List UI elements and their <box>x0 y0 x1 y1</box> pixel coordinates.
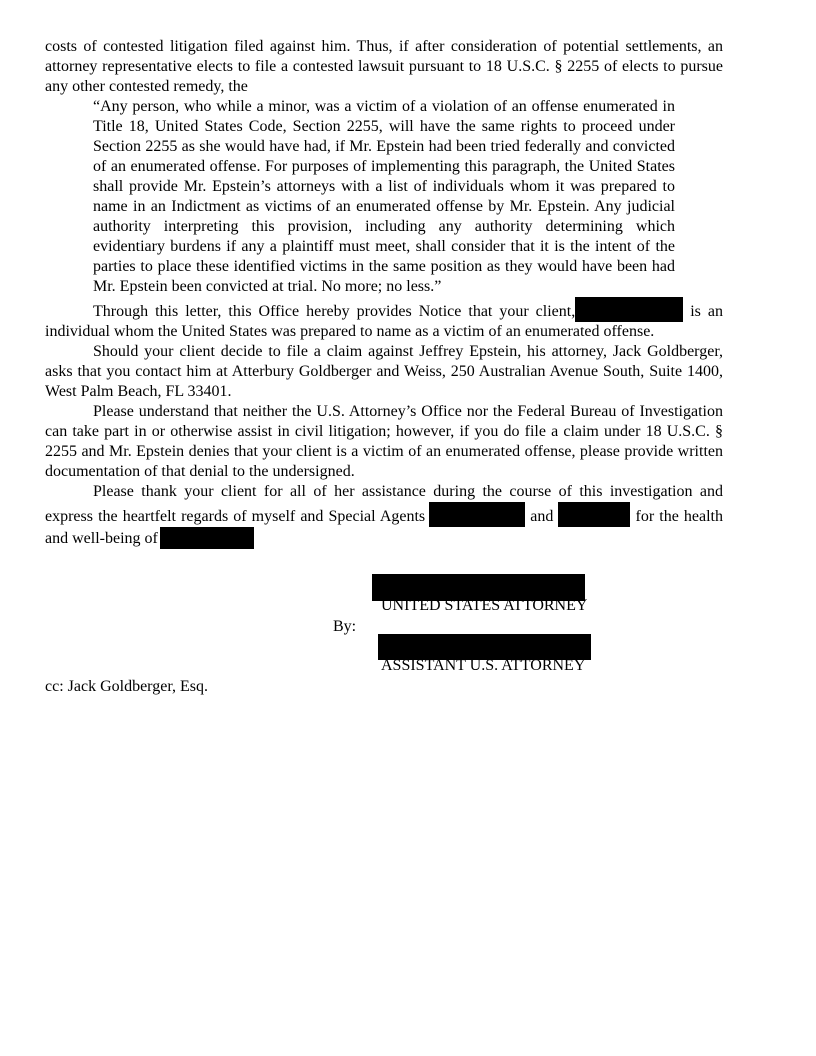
notice-paragraph <box>45 297 723 342</box>
assistant-attorney-title: ASSISTANT U.S. ATTORNEY <box>381 657 586 674</box>
us-attorney-title: UNITED STATES ATTORNEY <box>381 597 588 614</box>
cc-line: cc: Jack Goldberger, Esq. <box>45 678 209 695</box>
letter-body <box>45 37 723 549</box>
thanks-text-and: and <box>525 508 559 525</box>
redacted-agent-name-2 <box>558 502 630 527</box>
quoted-provision: “Any person, who while a minor, was a victim of a violation of an offense enumerated in Title 18, United States Code, Section 2255, will have the same rights to proceed under Section 2255 as she would have had, if Mr. Epstein had been tried federally and convicted of an enumerated offense. For purposes of implementing this paragraph, the United States shall provide Mr. Epstein’s attorneys with a list of individuals whom it was prepared to name in an Indictment as victims of an enumerated offense by Mr. Epstein. Any judicial authority interpreting this provision, including any authority determining which evidentiary burdens if any a plaintiff must meet, shall consider that it is the intent of the parties to place these identified victims in the same position as they would have been had Mr. Epstein been convicted at trial. No more; no less.” <box>93 98 675 295</box>
by-label: By: <box>333 618 357 635</box>
redacted-victim-name <box>160 527 254 549</box>
redacted-client-name <box>575 297 683 322</box>
thanks-text-part1: Please thank your client for all of her assistance during the course of this investigation and express the heartfelt regards of myself and Special Agents <box>45 483 723 525</box>
redacted-agent-name-1 <box>429 502 525 527</box>
thanks-text-part2: for the health and well-being of <box>45 508 724 547</box>
notice-text-before: Through this letter, this Office hereby provides Notice that your client, <box>93 303 576 320</box>
intro-paragraph: costs of contested litigation filed against him. Thus, if after consideration of potential settlements, an attorney representative elects to file a contested lawsuit pursuant to 18 U.S.C. § 2255 of elects to pursue any other contested remedy, the <box>45 38 723 95</box>
civil-litigation-paragraph: Please understand that neither the U.S. Attorney’s Office nor the Federal Bureau of Investigation can take part in or otherwise assist in civil litigation; however, if you do file a claim under 18 U.S.C. § 2255 and Mr. Epstein denies that your client is a victim of an enumerated offense, please provide written documentation of that denial to the undersigned. <box>45 403 723 480</box>
notice-text-after: is an individual whom the United States was prepared to name as a victim of an enumerated offense. <box>45 303 723 340</box>
claim-paragraph: Should your client decide to file a claim against Jeffrey Epstein, his attorney, Jack Goldberger, asks that you contact him at Atterbury Goldberger and Weiss, 250 Australian Avenue South, Suite 1400, West Palm Beach, FL 33401. <box>45 343 723 400</box>
thanks-paragraph <box>45 482 723 549</box>
